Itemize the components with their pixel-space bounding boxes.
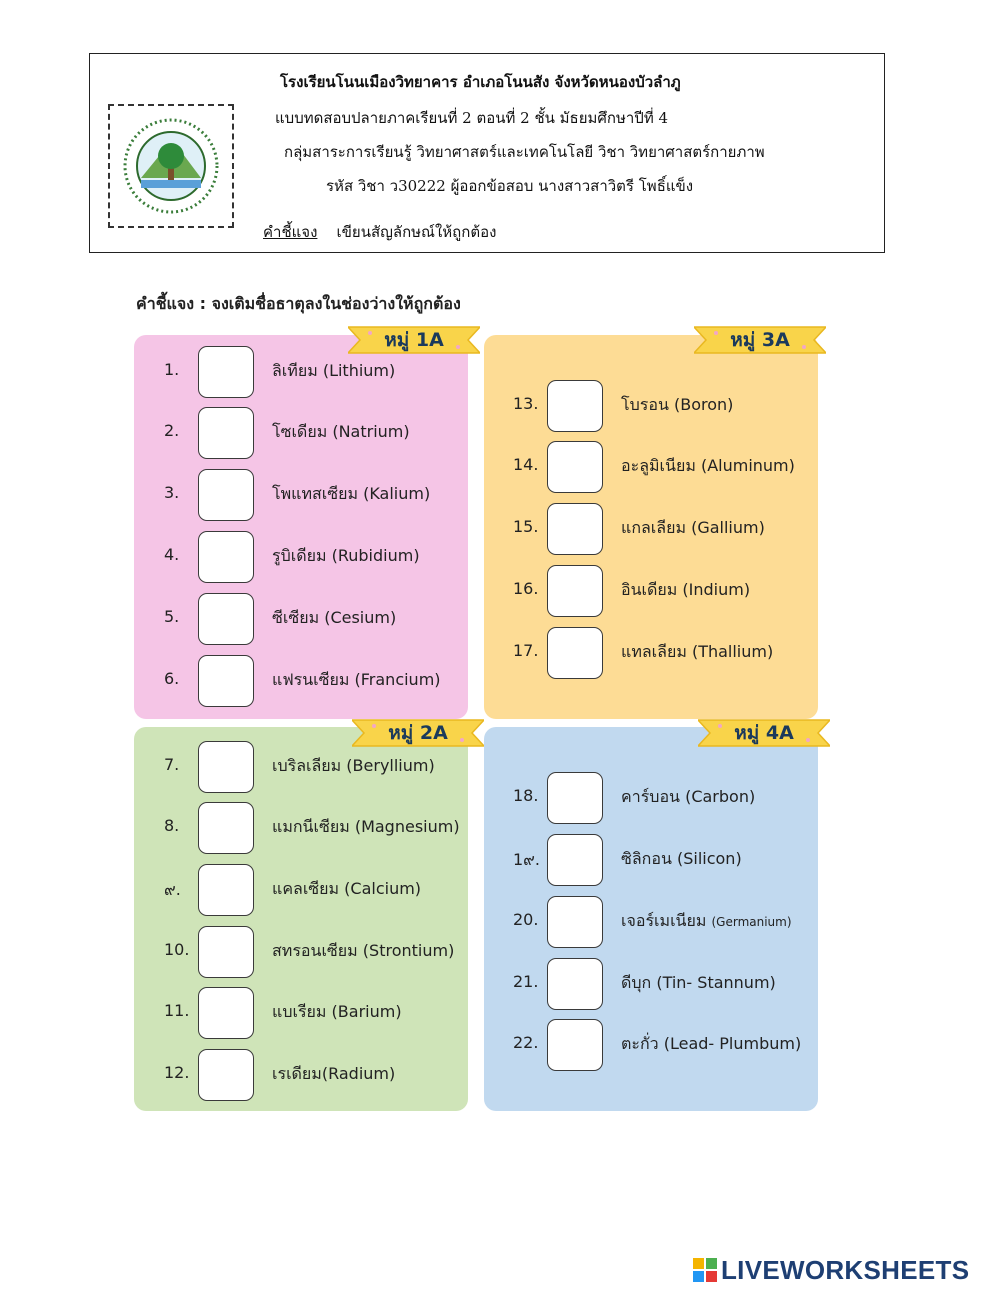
answer-box-15[interactable] bbox=[547, 503, 603, 555]
element-name: ซีเซียม (Cesium) bbox=[272, 608, 397, 627]
subject-code-author: รหัส วิชา ว30222 ผู้ออกข้อสอบ นางสาวสาวิตรี โพธิ์แข็ง bbox=[326, 177, 694, 195]
answer-box-18[interactable] bbox=[547, 772, 603, 824]
group-4a-banner bbox=[698, 718, 830, 748]
answer-box-5[interactable] bbox=[198, 593, 254, 645]
answer-box-21[interactable] bbox=[547, 958, 603, 1010]
answer-box-2[interactable] bbox=[198, 407, 254, 459]
element-name: แมกนีเซียม (Magnesium) bbox=[272, 817, 460, 836]
answer-box-1[interactable] bbox=[198, 346, 254, 398]
element-name: ซิลิกอน (Silicon) bbox=[621, 849, 742, 868]
group-3a-banner bbox=[694, 325, 826, 355]
item-number: 18. bbox=[513, 786, 539, 805]
answer-box-17[interactable] bbox=[547, 627, 603, 679]
answer-box-9[interactable] bbox=[198, 864, 254, 916]
item-number: 8. bbox=[164, 816, 180, 835]
item-number: 14. bbox=[513, 455, 539, 474]
element-name-latin: (Germanium) bbox=[711, 915, 792, 929]
answer-box-14[interactable] bbox=[547, 441, 603, 493]
answer-box-12[interactable] bbox=[198, 1049, 254, 1101]
element-name: อะลูมิเนียม (Aluminum) bbox=[621, 456, 795, 475]
item-number: 15. bbox=[513, 517, 539, 536]
element-name: สทรอนเซียม (Strontium) bbox=[272, 941, 455, 960]
answer-box-19[interactable] bbox=[547, 834, 603, 886]
element-name: ลิเทียม (Lithium) bbox=[272, 361, 396, 380]
element-name: แกลเลียม (Gallium) bbox=[621, 518, 765, 537]
element-name: แคลเซียม (Calcium) bbox=[272, 879, 422, 898]
answer-box-3[interactable] bbox=[198, 469, 254, 521]
group-2a-panel bbox=[134, 727, 468, 1111]
element-name: โพแทสเซียม (Kalium) bbox=[272, 484, 431, 503]
element-name: คาร์บอน (Carbon) bbox=[621, 787, 756, 806]
liveworksheets-logo[interactable] bbox=[693, 1255, 969, 1285]
item-number: 5. bbox=[164, 607, 180, 626]
directions-label: คำชี้แจง bbox=[263, 223, 318, 241]
item-number: 17. bbox=[513, 641, 539, 660]
header-box bbox=[89, 53, 885, 253]
answer-box-11[interactable] bbox=[198, 987, 254, 1039]
element-name: เบริลเลียม (Beryllium) bbox=[272, 756, 435, 775]
school-logo-icon bbox=[121, 116, 221, 216]
group-3a-title: หมู่ 3A bbox=[730, 329, 790, 351]
element-name: รูบิเดียม (Rubidium) bbox=[272, 546, 420, 565]
fill-in-instruction: คำชี้แจง : จงเติมชื่อธาตุลงในช่องว่างให้ถูกต้อง bbox=[136, 294, 461, 313]
answer-box-13[interactable] bbox=[547, 380, 603, 432]
item-number: 1๙. bbox=[513, 850, 540, 869]
element-name: เรเดียม(Radium) bbox=[272, 1064, 396, 1083]
group-1a-title: หมู่ 1A bbox=[384, 329, 444, 351]
subject-group: กลุ่มสาระการเรียนรู้ วิทยาศาสตร์และเทคโนโลยี วิชา วิทยาศาสตร์กายภาพ bbox=[284, 143, 765, 161]
item-number: 22. bbox=[513, 1033, 539, 1052]
school-logo-frame bbox=[108, 104, 234, 228]
group-1a-banner bbox=[348, 325, 480, 355]
exam-title: แบบทดสอบปลายภาคเรียนที่ 2 ตอนที่ 2 ชั้น มัธยมศึกษาปีที่ 4 bbox=[275, 109, 669, 127]
element-name: ตะกั่ว (Lead- Plumbum) bbox=[621, 1034, 802, 1053]
brand-text: LIVEWORKSHEETS bbox=[721, 1254, 970, 1285]
item-number: 21. bbox=[513, 972, 539, 991]
item-number: ๙. bbox=[164, 880, 181, 899]
element-name: อินเดียม (Indium) bbox=[621, 580, 751, 599]
element-name: ดีบุก (Tin- Stannum) bbox=[621, 973, 776, 992]
item-number: 20. bbox=[513, 910, 539, 929]
group-2a-title: หมู่ 2A bbox=[388, 722, 448, 744]
item-number: 12. bbox=[164, 1063, 190, 1082]
answer-box-6[interactable] bbox=[198, 655, 254, 707]
answer-box-10[interactable] bbox=[198, 926, 254, 978]
answer-box-7[interactable] bbox=[198, 741, 254, 793]
answer-box-4[interactable] bbox=[198, 531, 254, 583]
school-name: โรงเรียนโนนเมืองวิทยาคาร อำเภอโนนสัง จังหวัดหนองบัวลำภู bbox=[280, 73, 681, 91]
element-name: โบรอน (Boron) bbox=[621, 395, 734, 414]
directions bbox=[263, 220, 496, 244]
group-4a-title: หมู่ 4A bbox=[734, 722, 794, 744]
element-name: แฟรนเซียม (Francium) bbox=[272, 670, 441, 689]
element-name: แทลเลียม (Thallium) bbox=[621, 642, 774, 661]
item-number: 11. bbox=[164, 1001, 190, 1020]
answer-box-22[interactable] bbox=[547, 1019, 603, 1071]
item-number: 7. bbox=[164, 755, 180, 774]
group-2a-banner bbox=[352, 718, 484, 748]
item-number: 16. bbox=[513, 579, 539, 598]
item-number: 4. bbox=[164, 545, 180, 564]
element-name-thai: เจอร์เมเนียม bbox=[621, 911, 707, 930]
item-number: 10. bbox=[164, 940, 190, 959]
item-number: 1. bbox=[164, 360, 180, 379]
item-number: 6. bbox=[164, 669, 180, 688]
item-number: 13. bbox=[513, 394, 539, 413]
answer-box-16[interactable] bbox=[547, 565, 603, 617]
directions-text: เขียนสัญลักษณ์ให้ถูกต้อง bbox=[336, 223, 497, 241]
item-number: 3. bbox=[164, 483, 180, 502]
live-blocks-icon bbox=[693, 1258, 717, 1282]
element-name: แบเรียม (Barium) bbox=[272, 1002, 402, 1021]
item-number: 2. bbox=[164, 421, 180, 440]
element-name: โซเดียม (Natrium) bbox=[272, 422, 410, 441]
answer-box-8[interactable] bbox=[198, 802, 254, 854]
group-1a-panel bbox=[134, 335, 468, 719]
answer-box-20[interactable] bbox=[547, 896, 603, 948]
element-name bbox=[621, 909, 792, 934]
